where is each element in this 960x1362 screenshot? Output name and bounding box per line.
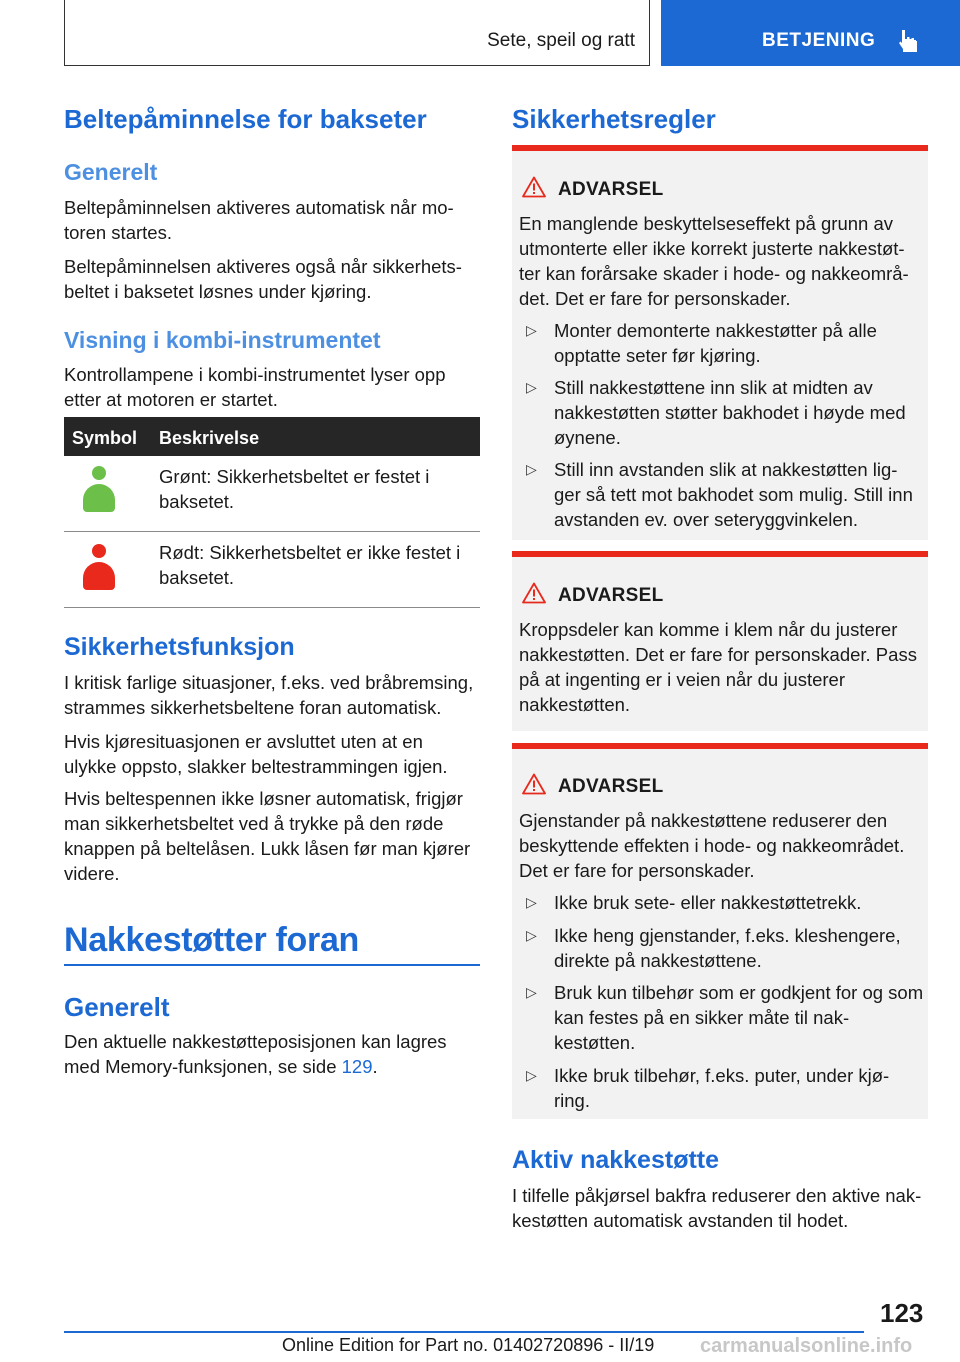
warning-title: ADVARSEL — [558, 179, 664, 200]
warning-triangle-icon — [522, 176, 546, 198]
paragraph: Hvis kjøresituasjonen er avsluttet uten at en ulykke oppsto, slakker beltestrammingen igjen. — [64, 731, 448, 777]
section-title-belt-reminder: Beltepåminnelse for bakseter — [64, 104, 427, 134]
warning-box: ADVARSEL Gjenstander på nakkestøttene reduserer den beskyttende effekten i hode- og nakkeområdet. Det er fare for personskader. ▷ Ikke bruk sete- eller nakkestøttetrekk. ▷ Ikke heng gjenstander, f.eks. kleshengere, direkte på nakkestøttene. ▷ Bruk kun tilbehør som er godkjent for og som kan festes på en sikker måte til nak-kestøtten. ▷ Ikke bruk tilbehør, f.eks. puter, under kjø-ring. — [512, 743, 928, 1119]
warning-text: En manglende beskyttelseseffekt på grunn av utmonterte eller ikke korrekt justerte nakkestøt-ter kan forårsake skader i hode- og nakkeområ-det. Det er fare for personskader. — [519, 213, 909, 309]
bullet-icon: ▷ — [526, 461, 537, 477]
paragraph: Beltepåminnelsen aktiveres automatisk når mo-toren startes. — [64, 197, 454, 243]
paragraph: Kontrollampene i kombi-instrumentet lyser opp etter at motoren er startet. — [64, 364, 446, 410]
bullet-icon: ▷ — [526, 927, 537, 943]
table-header-description: Beskrivelse — [159, 428, 260, 448]
pointing-hand-icon — [896, 28, 920, 54]
warning-text: Gjenstander på nakkestøttene reduserer den beskyttende effekten i hode- og nakkeområdet. Det er fare for personskader. — [519, 810, 905, 881]
subsection-title-generelt-2: Generelt — [64, 992, 170, 1022]
section-title-safety-rules: Sikkerhetsregler — [512, 104, 716, 134]
warning-triangle-icon — [522, 582, 546, 604]
symbol-table-header — [64, 417, 480, 456]
subsection-title-generelt: Generelt — [64, 159, 158, 185]
table-row — [64, 456, 480, 532]
warning-text: Kroppsdeler kan komme i klem når du justerer nakkestøtten. Det er fare for personskader. Pass på at ingenting er i veien når du justerer nakkestøtten. — [519, 619, 917, 715]
table-header-symbol: Symbol — [72, 428, 138, 448]
footer-rule — [64, 1331, 864, 1333]
chapter-title-head-restraints: Nakkestøtter foran — [64, 921, 360, 959]
warning-title: ADVARSEL — [558, 585, 664, 606]
paragraph: Den aktuelle nakkestøtteposisjonen kan lagres med Memory-funksjonen, se side 129. — [64, 1031, 447, 1077]
footer-edition: Online Edition for Part no. 01402720896 - II/19 — [282, 1335, 655, 1355]
section-title-safety-function: Sikkerhetsfunksjon — [64, 633, 295, 661]
watermark: carmanualsonline.info — [700, 1335, 913, 1357]
table-cell-description: Grønt: Sikkerhetsbeltet er festet i baksetet. — [159, 466, 430, 512]
paragraph: I kritisk farlige situasjoner, f.eks. ved bråbremsing, strammes sikkerhetsbeltene foran automatisk. — [64, 672, 474, 718]
paragraph: I tilfelle påkjørsel bakfra reduserer den aktive nak-kestøtten automatisk avstanden til hodet. — [512, 1185, 922, 1231]
bullet-icon: ▷ — [526, 894, 537, 910]
page-link[interactable]: 129 — [341, 1056, 373, 1077]
paragraph: Beltepåminnelsen aktiveres også når sikkerhets-beltet i baksetet løsnes under kjøring. — [64, 256, 462, 302]
paragraph: Hvis beltespennen ikke løsner automatisk, frigjør man sikkerhetsbeltet ved å trykke på den røde knappen på beltelåsen. Lukk låsen før man kjører videre. — [64, 788, 471, 884]
header-section-box — [64, 0, 650, 66]
warning-triangle-icon — [522, 773, 546, 795]
warning-title: ADVARSEL — [558, 776, 664, 797]
warning-box: ADVARSEL En manglende beskyttelseseffekt på grunn av utmonterte eller ikke korrekt justerte nakkestøt-ter kan forårsake skader i hode- og nakkeområ-det. Det er fare for personskader. ▷ Monter demonterte nakkestøtter på alle opptatte seter før kjøring. ▷ Still nakkestøttene inn slik at midten av nakkestøtten støtter bakhodet i høyde med øynene. ▷ Still inn avstanden slik at nakkestøtten lig-ger så tett mot bakhodet som mulig. Still inn avstanden ev. over seteryggvinkelen. — [512, 145, 928, 540]
page-number: 123 — [880, 1298, 924, 1328]
table-row — [64, 532, 480, 608]
table-cell-description: Rødt: Sikkerhetsbeltet er ikke festet i baksetet. — [159, 542, 461, 588]
subsection-title-visning: Visning i kombi-instrumentet — [64, 327, 381, 353]
warning-box — [512, 551, 928, 731]
bullet-icon: ▷ — [526, 984, 537, 1000]
header-chapter-title: BETJENING — [762, 30, 876, 51]
bullet-icon: ▷ — [526, 379, 537, 395]
bullet-icon: ▷ — [526, 1067, 537, 1083]
header-section-title: Sete, speil og ratt — [487, 30, 635, 51]
title-underline — [64, 964, 480, 966]
bullet-icon: ▷ — [526, 322, 537, 338]
subsection-title-active-head-restraint: Aktiv nakkestøtte — [512, 1146, 720, 1174]
header-chapter-tab[interactable] — [661, 0, 960, 66]
